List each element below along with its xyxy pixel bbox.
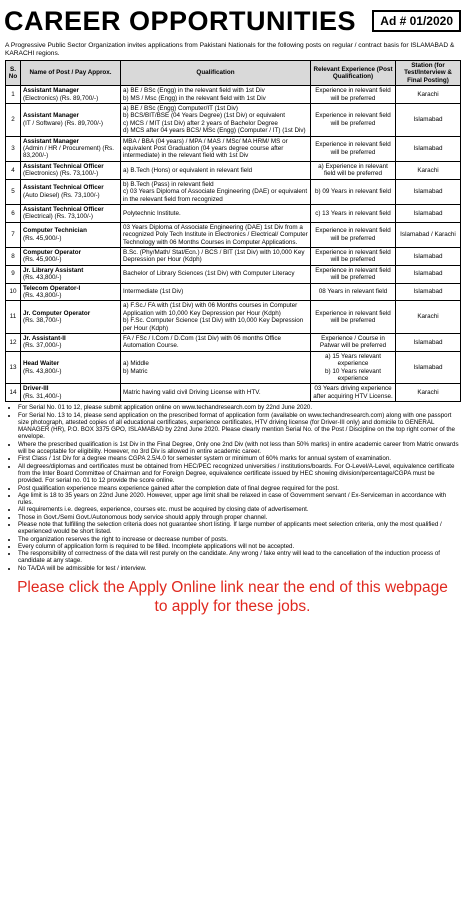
post-name: Computer Operator [23,248,82,256]
col-header-post: Name of Post / Pay Approx. [21,61,121,86]
station-cell [396,204,461,222]
qualification-cell [121,204,311,222]
station-cell [396,334,461,352]
qualification-text: Matric having valid civil Driving License with HTV. [123,389,261,397]
note-item: • All degrees/diplomas and certificates must be obtained from HEC/PEC recognized universities / institutions/boards. For O-Level/A-Level, equivalence certificate from the Inter Board Committee of Chairman and for Foreign Degree, equivalence certificate issued by HEC showing division/percentage/CGPA must be provided. For serial no. 01 to 12 provide the score online. [18,463,460,485]
serial-number-cell: 3 [6,136,21,161]
experience-text: 03 Years driving experience after acquiring HTV License. [313,385,393,400]
experience-text: a) Experience in relevant field will be preferred [318,162,388,178]
post-pay: (Rs. 45,900/-) [23,256,62,264]
experience-cell [311,265,396,283]
table-row [6,247,461,265]
qualification-cell [121,334,311,352]
experience-cell [311,86,396,104]
qualification-cell [121,351,311,384]
experience-cell [311,247,396,265]
station-cell [396,222,461,247]
post-cell [21,351,121,384]
qualification-text: FA / FSc / I.Com / D.Com (1st Div) with 06 months Office Automation Course. [123,335,282,350]
apply-online-message: Please click the Apply Online link near the end of this webpage to apply for these jobs. [17,579,448,616]
post-cell [21,283,121,301]
note-item: • No TA/DA will be admissible for test / interview. [18,565,460,572]
note-item: • Where the prescribed qualification is 1st Div in the Final Degree, Only one 2nd Div (with not less than 50% marks) in entire academic career from Matric onwards will be acceptable for eligibility. However, no 3rd Div is allowed in entire academic career. [18,441,460,456]
station-text: Islamabad [413,209,443,217]
post-cell [21,104,121,137]
experience-text: Experience in relevant field will be preferred [315,87,391,102]
station-text: Karachi [417,389,439,397]
qualification-cell [121,265,311,283]
post-cell [21,204,121,222]
station-text: Islamabad [413,252,443,260]
serial-number-cell: 2 [6,104,21,137]
post-pay: (Rs. 31,400/-) [23,392,62,400]
qualification-text: Polytechnic Institute. [123,209,181,217]
note-item: • Please note that fulfilling the selection criteria does not guarantee short listing. If large number of applicants meet selection criteria, only the most qualified / experienced would be short listed. [18,521,460,536]
note-item: • The organization reserves the right to increase or decrease number of posts. [18,536,460,543]
qualification-cell [121,104,311,137]
experience-cell [311,136,396,161]
notes-section [0,402,465,572]
col-header-sno: S. No [6,61,21,86]
note-item: • First Class / 1st Div for a degree means CGPA 2.5/4.0 for semester system or minimum of 60% marks for annual system of examination. [18,455,460,462]
note-item: • All requirements i.e. degrees, experience, courses etc. must be acquired by closing date of advertisement. [18,506,460,513]
qualification-cell [121,283,311,301]
station-text: Islamabad [413,270,443,278]
qualification-text: 03 Years Diploma of Associate Engineering (DAE) 1st Div from a recognized Poly Tech Institute in Electronics / Electrical/ Computer Technology with 06 Months Courses in Computer Applications. [123,223,308,246]
post-pay: (Rs. 37,000/-) [23,342,62,350]
qualification-text: a) BE / BSc (Engg) in the relevant field with 1st Div b) MS / Msc (Engg) in the relevant field with 1st Div [123,87,266,102]
ad-number-badge: Ad # 01/2020 [372,10,461,32]
qualification-text: b) B.Tech (Pass) in relevant field c) 03 Years Diploma of Associate Engineering (DAE) or equivalent in the relevant field from recognized [123,180,308,203]
table-row [6,334,461,352]
col-header-qualification: Qualification [121,61,311,86]
post-pay: (Electronics) (Rs. 73,100/-) [23,170,99,178]
post-cell [21,334,121,352]
serial-number-cell: 6 [6,204,21,222]
post-name: Assistant Manager [23,137,79,145]
post-name: Jr. Assistant-II [23,335,66,342]
note-item: • Every column of application form is required to be filled. Incomplete applications will not be accepted. [18,543,460,550]
experience-cell [311,301,396,334]
experience-text: Experience in relevant field will be preferred [315,227,391,242]
serial-number-cell: 13 [6,351,21,384]
post-pay: (Rs. 43,800/-) [23,291,62,299]
table-row [6,222,461,247]
post-cell [21,265,121,283]
qualification-cell [121,161,311,179]
qualification-text: a) B.Tech (Hons) or equivalent in relevant field [123,166,253,174]
post-cell [21,247,121,265]
table-body [6,86,461,402]
post-name: Assistant Manager [23,112,79,120]
serial-number-cell: 9 [6,265,21,283]
experience-text: c) 13 Years in relevant field [315,209,391,217]
post-cell [21,384,121,402]
post-pay: (Rs. 43,800/-) [23,367,62,375]
station-cell [396,161,461,179]
serial-number-cell: 4 [6,161,21,179]
qualification-cell [121,384,311,402]
post-cell [21,222,121,247]
experience-text: Experience in relevant field will be preferred [315,248,391,264]
station-text: Karachi [417,313,439,321]
station-text: Islamabad [413,145,443,153]
station-cell [396,86,461,104]
experience-text: Experience in relevant field will be preferred [315,141,391,156]
qualification-text: a) BE / BSc (Engg) Computer/IT (1st Div) b) BCS/BIT/BSE (04 Years Degree) (1st Div) or equivalent c) MCS / MIT (1st Div) after 2 years of Bachelor Degree d) MCS after 04 years BCS/ MSc (Engg) (Computer / IT) (1st Div) [123,105,306,135]
note-item: • Post qualification experience means experience gained after the completion date of final degree required for the post. [18,485,460,492]
post-pay: (IT / Software) (Rs. 89,700/-) [23,119,104,127]
post-name: Jr. Library Assistant [23,266,84,274]
serial-number-cell: 10 [6,283,21,301]
post-pay: (Admin / HR / Procurement) (Rs. 83,200/-) [23,145,114,160]
serial-number-cell: 1 [6,86,21,104]
experience-cell [311,351,396,384]
table-row [6,351,461,384]
post-cell [21,301,121,334]
station-cell [396,351,461,384]
post-pay: (Electrical) (Rs. 73,100/-) [23,213,93,221]
station-cell [396,247,461,265]
experience-cell [311,104,396,137]
table-row [6,161,461,179]
station-text: Islamabad [413,338,443,346]
qualification-text: B.Sc. (Phy/Math/ Stat/Ecn.) / BCS / BIT (1st Div) with 10,000 Key Depression per Hour (Kdph) [123,248,305,264]
table-row [6,283,461,301]
experience-cell [311,179,396,204]
qualification-text: Bachelor of Library Sciences (1st Div) with Computer Literacy [123,270,295,278]
serial-number-cell: 5 [6,179,21,204]
station-cell [396,265,461,283]
post-name: Head Waiter [23,360,60,368]
experience-cell [311,283,396,301]
station-cell [396,384,461,402]
table-header-row [6,61,461,86]
qualification-text: a) F.Sc./ FA with (1st Div) with 06 Months courses in Computer Application with 10,000 Key Depression per Hour (Kdph) b) F.Sc. Computer Science (1st Div) with 10,000 Key Depression per Hour (Kdph) [123,302,304,332]
experience-cell [311,161,396,179]
station-text: Karachi [417,166,439,174]
qualification-text: a) Middle b) Matric [123,360,149,375]
qualification-cell [121,222,311,247]
note-item: • For Serial No. 13 to 14, please send application on the prescribed format of application form (available on www.techandresearch.com) along with one passport size photograph, attested copies of all educational certificates, experience certificates, HTV driving license (for Driver-III only) and domicile to GENERAL MANAGER (HR), P.O. BOX 3375 GPO, ISLAMABAD by 22nd June 2020. Please clearly mention Serial No. of the Post / Discipline on the top right corner of the envelope. [18,412,460,441]
experience-text: b) 09 Years in relevant field [315,188,391,196]
station-text: Islamabad [413,116,443,124]
note-item: • Age limit is 18 to 35 years on 22nd June 2020. However, upper age limit shall be relaxed in case of Government servant / Ex-Serviceman in accordance with rules. [18,492,460,507]
post-name: Assistant Technical Officer [23,184,104,192]
post-cell [21,161,121,179]
qualification-cell [121,301,311,334]
station-text: Karachi [417,90,439,98]
station-cell [396,104,461,137]
post-pay: (Electronics) (Rs. 89,700/-) [23,94,99,102]
ad-header [0,0,465,42]
table-row [6,204,461,222]
post-name: Jr. Computer Operator [23,309,91,317]
experience-text: Experience in relevant field will be preferred [315,309,391,325]
serial-number-cell: 7 [6,222,21,247]
experience-text: Experience in relevant field will be preferred [315,266,391,282]
table-row [6,265,461,283]
post-name: Assistant Technical Officer [23,162,104,170]
serial-number-cell: 14 [6,384,21,402]
station-cell [396,179,461,204]
table-row [6,301,461,334]
experience-text: 08 Years in relevant field [318,288,388,296]
note-item: • Those in Govt./Semi Govt./Autonomous body service should apply through proper channel. [18,514,460,521]
post-name: Assistant Technical Officer [23,205,104,213]
qualification-cell [121,86,311,104]
notes-list [10,404,460,572]
serial-number-cell: 12 [6,334,21,352]
note-item: • The responsibility of correctness of the data will rest purely on the candidate. Any wrong / fake entry will lead to the cancellation of the induction process of candidate at any stage. [18,550,460,565]
experience-text: a) 15 Years relevant experience b) 10 Years relevant experience [324,352,381,383]
post-pay: (Rs. 43,800/-) [23,274,62,282]
post-cell [21,179,121,204]
posts-table [5,60,461,402]
qualification-text: MBA / BBA (04 years) / MPA / MAS / MSc/ MA HRM/ MS or equivalent Post Graduation (04 years degree course after intermediate) in the relevant field with 1st Div [123,137,288,160]
post-name: Driver-III [23,385,49,393]
qualification-cell [121,247,311,265]
station-text: Islamabad [413,363,443,371]
col-header-station: Station (for Test/Interview & Final Posting) [396,61,461,86]
qualification-cell [121,179,311,204]
experience-text: Experience / Course in Patwar will be preferred [319,335,387,350]
station-text: Islamabad [413,188,443,196]
table-row [6,384,461,402]
post-name: Telecom Operator-I [23,284,81,292]
intro-text: A Progressive Public Sector Organization invites applications from Pakistani Nationals for the following posts on regular / contract basis for ISLAMABAD & KARACHI regions. [5,42,455,57]
station-text: Islamabad [413,288,443,296]
station-cell [396,283,461,301]
experience-cell [311,334,396,352]
table-row [6,104,461,137]
ad-title: CAREER OPPORTUNITIES [4,5,357,36]
post-pay: (Auto Diesel) (Rs. 73,100/-) [23,191,100,199]
table-row [6,86,461,104]
experience-cell [311,222,396,247]
qualification-cell [121,136,311,161]
experience-text: Experience in relevant field will be preferred [315,112,391,127]
note-item: • For Serial No. 01 to 12, please submit application online on www.techandresearch.com by 22nd June 2020. [18,404,460,411]
post-name: Assistant Manager [23,87,79,95]
experience-cell [311,204,396,222]
serial-number-cell: 8 [6,247,21,265]
table-row [6,136,461,161]
post-name: Computer Technician [23,227,87,235]
post-cell [21,136,121,161]
post-pay: (Rs. 45,900/-) [23,234,62,242]
station-cell [396,301,461,334]
post-cell [21,86,121,104]
serial-number-cell: 11 [6,301,21,334]
qualification-text: Intermediate (1st Div) [123,288,184,296]
station-text: Islamabad / Karachi [400,231,456,239]
col-header-experience: Relevant Experience (Post Qualification) [311,61,396,86]
station-cell [396,136,461,161]
table-row [6,179,461,204]
experience-cell [311,384,396,402]
post-pay: (Rs. 38,700/-) [23,317,62,325]
